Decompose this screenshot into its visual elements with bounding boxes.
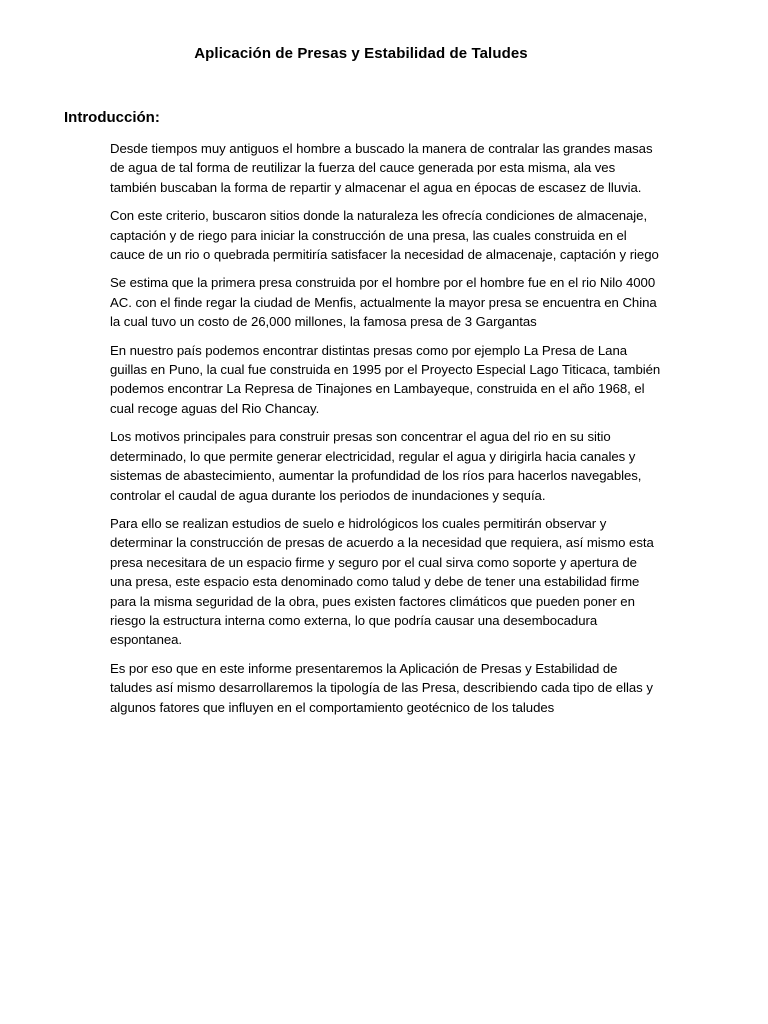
paragraph: Para ello se realizan estudios de suelo e hidrológicos los cuales permitirán observar y determinar la construcción de presas de acuerdo a la necesidad que requiera, así mismo esta presa necesitara de un espacio firme y seguro por el cual sirva como soporte y apertura de una presa, este espacio esta denominado como talud y debe de tener una estabilidad firme para la misma seguridad de la obra, pues existen factores climáticos que pueden poner en riesgo la estructura interna como externa, lo que podría causar una desembocadura espontanea. <box>110 515 654 648</box>
paragraph: Desde tiempos muy antiguos el hombre a buscado la manera de contralar las grandes masas de agua de tal forma de reutilizar la fuerza del cauce generada por esta misma, ala ves también buscaban la forma de repartir y almacenar el agua en épocas de escasez de lluvia. <box>110 141 653 195</box>
paragraph: Es por eso que en este informe presentaremos la Aplicación de Presas y Estabilidad de taludes así mismo desarrollaremos la tipología de las Presa, describiendo cada tipo de ellas y algunos fatores que influyen en el comportamiento geotécnico de los taludes <box>110 660 653 715</box>
paragraph: Se estima que la primera presa construida por el hombre por el hombre fue en el rio Nilo 4000 AC. con el finde regar la ciudad de Menfis, actualmente la mayor presa se encuentra en China la cual tuvo un costo de 26,000 millones, la famosa presa de 3 Gargantas <box>110 275 657 330</box>
paragraph: Los motivos principales para construir presas son concentrar el agua del rio en su sitio determinado, lo que permite generar electricidad, regular el agua y dirigirla hacia canales y sistemas de abastecimiento, aumentar la profundidad de los ríos para hacerlos navegables, controlar el caudal de agua durante los periodos de inundaciones y sequía. <box>110 429 642 503</box>
introduction-body <box>110 139 662 726</box>
paragraph: Con este criterio, buscaron sitios donde la naturaleza les ofrecía condiciones de almacenaje, captación y de riego para iniciar la construcción de una presa, las cuales construida en el cauce de un rio o quebrada permitiría satisfacer la necesidad de almacenaje, captación y riego <box>110 208 659 263</box>
section-heading-introduccion: Introducción: <box>64 109 160 126</box>
paragraph: En nuestro país podemos encontrar distintas presas como por ejemplo La Presa de Lana guillas en Puno, la cual fue construida en 1995 por el Proyecto Especial Lago Titicaca, también podemos encontrar La Represa de Tinajones en Lambayeque, construida en el año 1968, el cual recoge aguas del Rio Chancay. <box>110 342 661 416</box>
document-title: Aplicación de Presas y Estabilidad de Taludes <box>194 45 528 62</box>
